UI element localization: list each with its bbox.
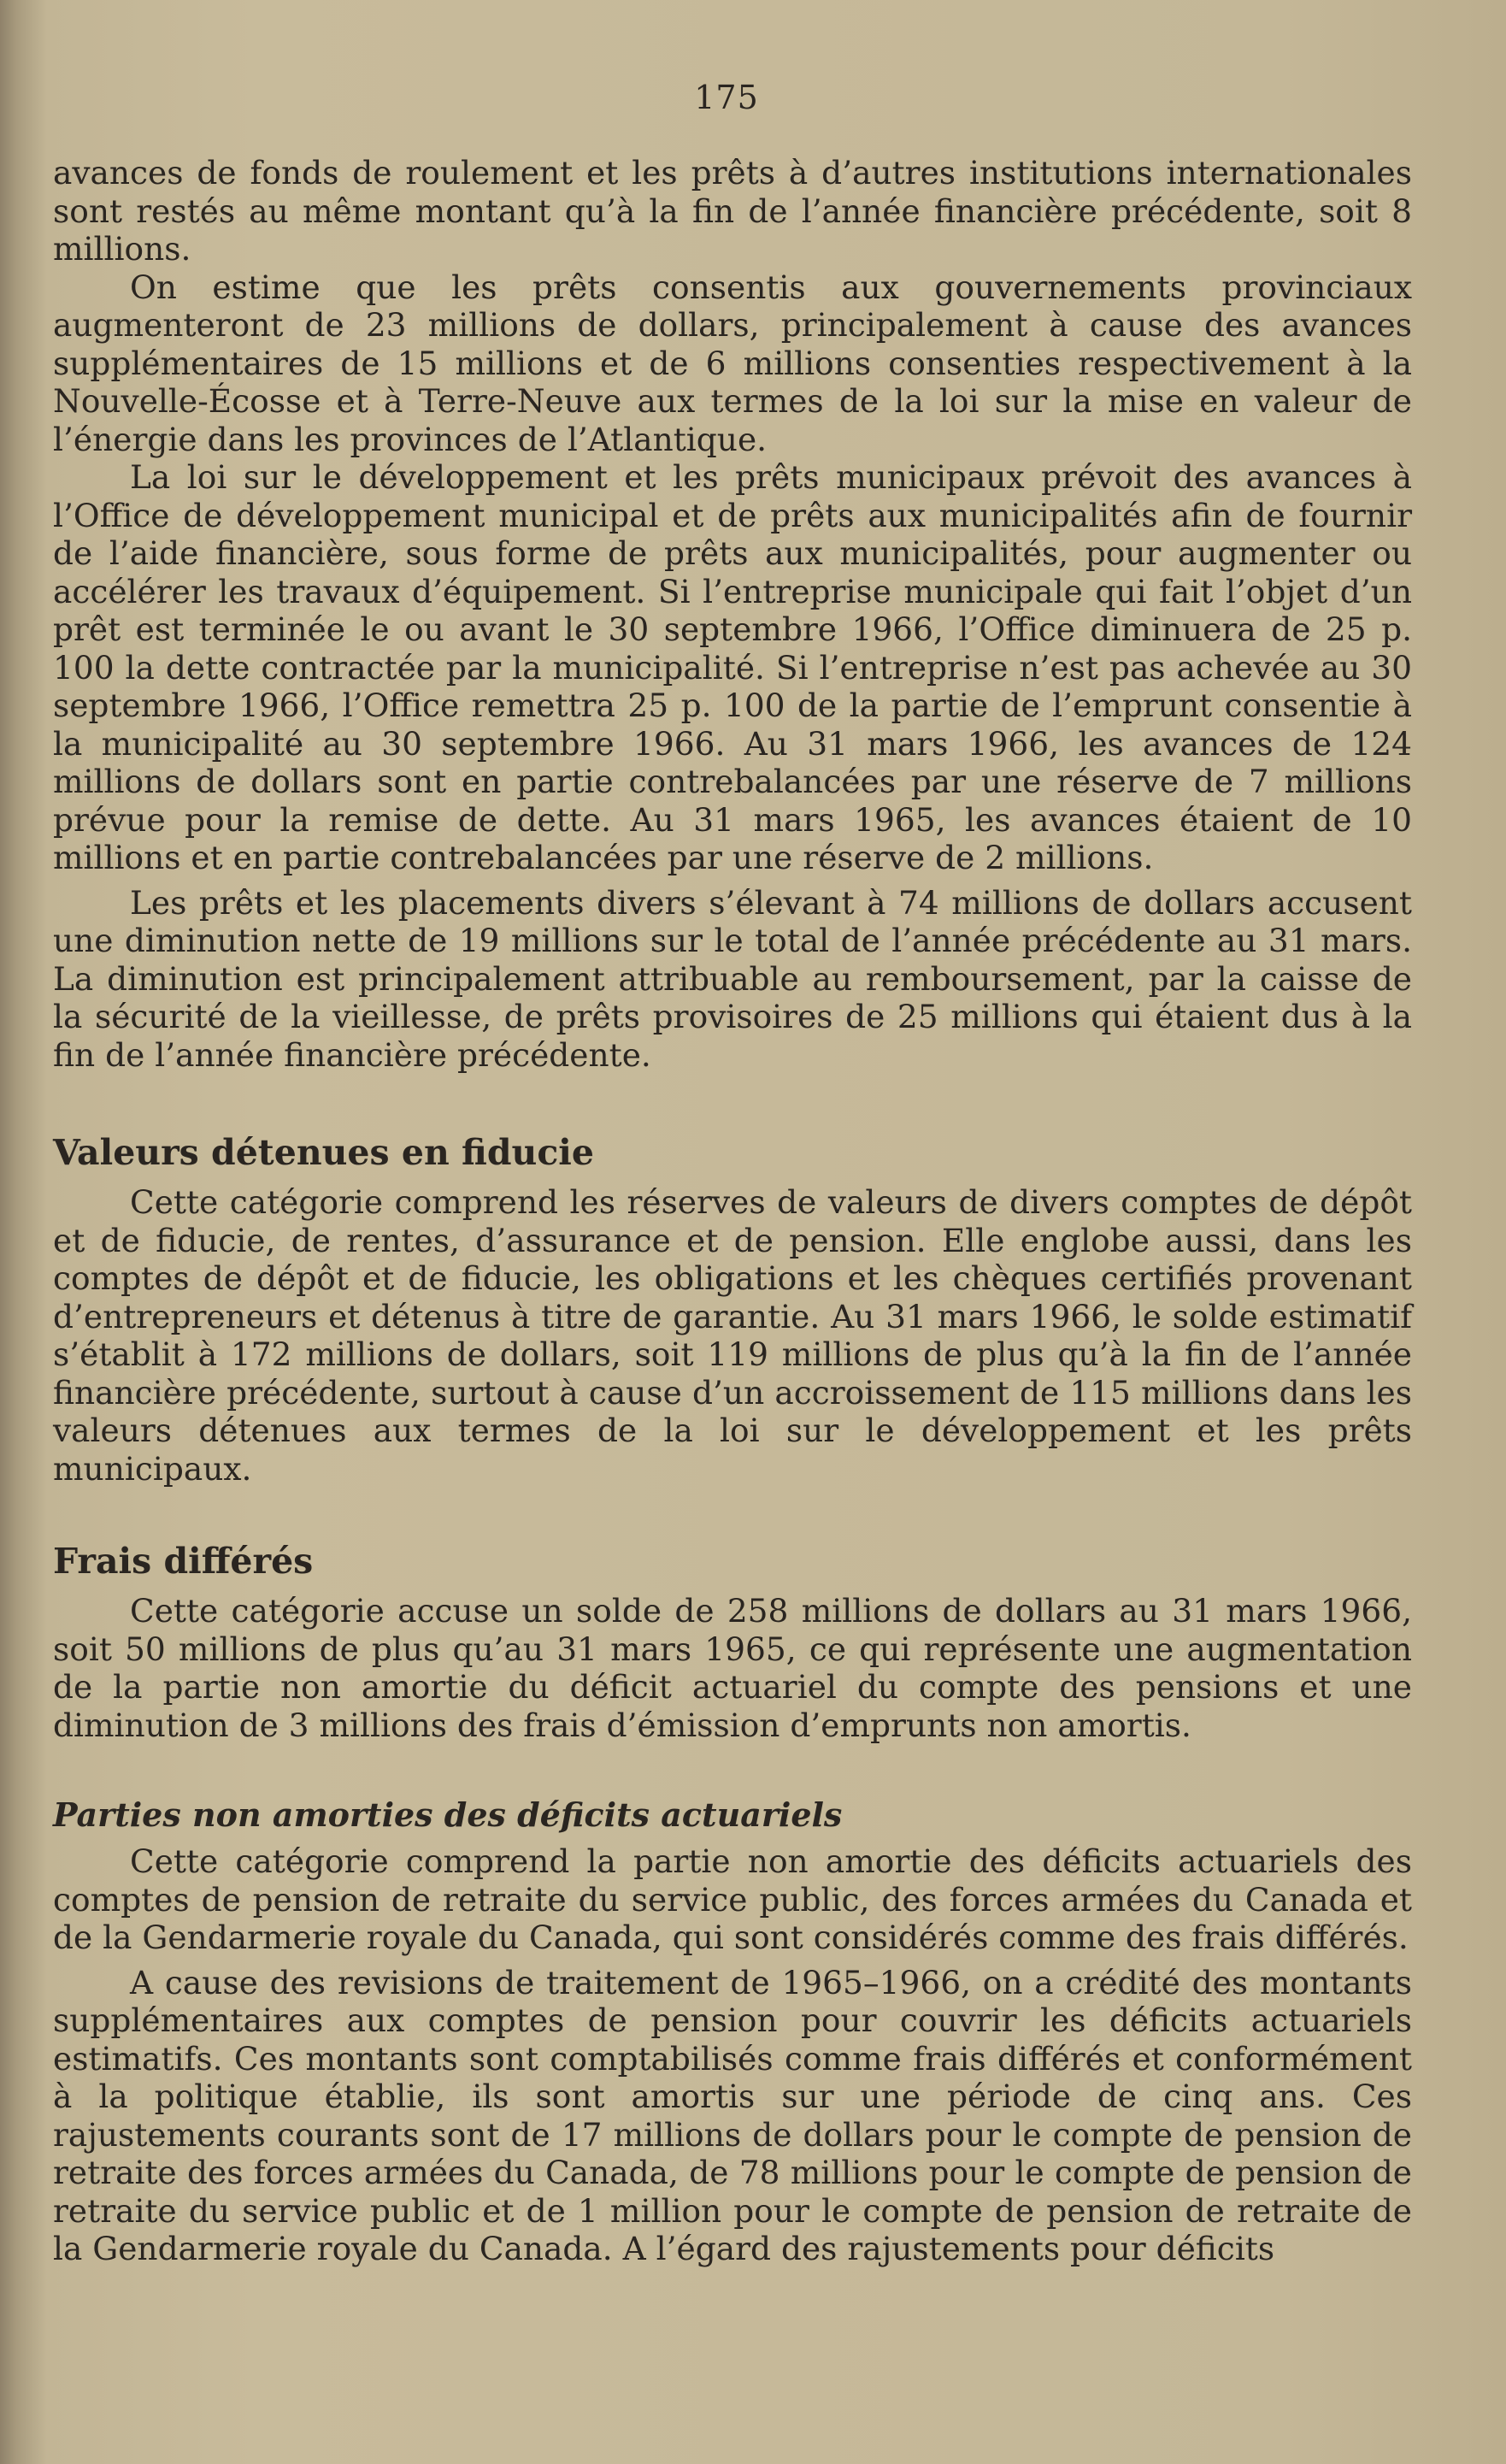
paragraph-parties-non-amorties: Cette catégorie comprend la partie non amortie des déficits actuariels des comptes de pension de retraite du service public, des forces armées du Canada et de la Gendarmerie royale du Canada, qui sont considérés comme des frais différés.: [53, 1842, 1412, 1956]
paragraph-frais-differes: Cette catégorie accuse un solde de 258 millions de dollars au 31 mars 1966, soit 50 millions de plus qu’au 31 mars 1965, ce qui représente une augmentation de la partie non amortie du déficit actuariel du compte des pensions et une diminution de 3 millions des frais d’émission d’emprunts non amortis.: [53, 1592, 1412, 1744]
paragraph-valeurs-fiducie: Cette catégorie comprend les réserves de valeurs de divers comptes de dépôt et de fiducie, de rentes, d’assurance et de pension. Elle englobe aussi, dans les comptes de dépôt et de fiducie, les obligations et les chèques certifiés provenant d’entrepreneurs et détenus à titre de garantie. Au 31 mars 1966, le solde estimatif s’établit à 172 millions de dollars, soit 119 millions de plus qu’à la fin de l’année financière précédente, surtout à cause d’un accroissement de 115 millions dans les valeurs détenues aux termes de la loi sur le développement et les prêts municipaux.: [53, 1183, 1412, 1488]
paragraph-misc-loans: Les prêts et les placements divers s’élevant à 74 millions de dollars accusent une diminution nette de 19 millions sur le total de l’année précédente au 31 mars. La diminution est principalement attribuable au remboursement, par la caisse de la sécurité de la vieillesse, de prêts provisoires de 25 millions qui étaient dus à la fin de l’année financière précédente.: [53, 883, 1412, 1074]
heading-valeurs-fiducie: Valeurs détenues en fiducie: [53, 1132, 594, 1173]
subheading-parties-non-amorties: Parties non amorties des déficits actuariels: [53, 1795, 843, 1834]
heading-frais-differes: Frais différés: [53, 1541, 314, 1582]
paragraph-revisions-traitement: A cause des revisions de traitement de 1965–1966, on a crédité des montants supplémentaires aux comptes de pension pour couvrir les déficits actuariels estimatifs. Ces montants sont comptabilisés comme frais différés et conformément à la politique établie, ils sont amortis sur une période de cinq ans. Ces rajustements courants sont de 17 millions de dollars pour le compte de pension de retraite des forces armées du Canada, de 78 millions pour le compte de pension de retraite du service public et de 1 million pour le compte de pension de retraite de la Gendarmerie royale du Canada. A l’égard des rajustements pour déficits: [53, 1963, 1412, 2267]
paragraph-municipal-loans: La loi sur le développement et les prêts municipaux prévoit des avances à l’Office de développement municipal et de prêts aux municipalités afin de fournir de l’aide financière, sous forme de prêts aux municipalités, pour augmenter ou accélérer les travaux d’équipement. Si l’entreprise municipale qui fait l’objet d’un prêt est terminée le ou avant le 30 septembre 1966, l’Office diminuera de 25 p. 100 la dette contractée par la municipalité. Si l’entreprise n’est pas achevée au 30 septembre 1966, l’Office remettra 25 p. 100 de la partie de l’emprunt consentie à la municipalité au 30 septembre 1966. Au 31 mars 1966, les avances de 124 millions de dollars sont en partie contrebalancées par une réserve de 7 millions prévue pour la remise de dette. Au 31 mars 1965, les avances étaient de 10 millions et en partie contrebalancées par une réserve de 2 millions.: [53, 458, 1412, 876]
paragraph-provincial-loans: On estime que les prêts consentis aux gouvernements provinciaux augmenteront de 23 millions de dollars, principalement à cause des avances supplémentaires de 15 millions et de 6 millions consenties respectivement à la Nouvelle-Écosse et à Terre-Neuve aux termes de la loi sur la mise en valeur de l’énergie dans les provinces de l’Atlantique.: [53, 268, 1412, 458]
body-text: [53, 154, 1412, 2268]
paragraph-continued: avances de fonds de roulement et les prêts à d’autres institutions internationales sont restés au même montant qu’à la fin de l’année financière précédente, soit 8 millions.: [53, 154, 1412, 268]
page-number: 175: [694, 79, 759, 116]
